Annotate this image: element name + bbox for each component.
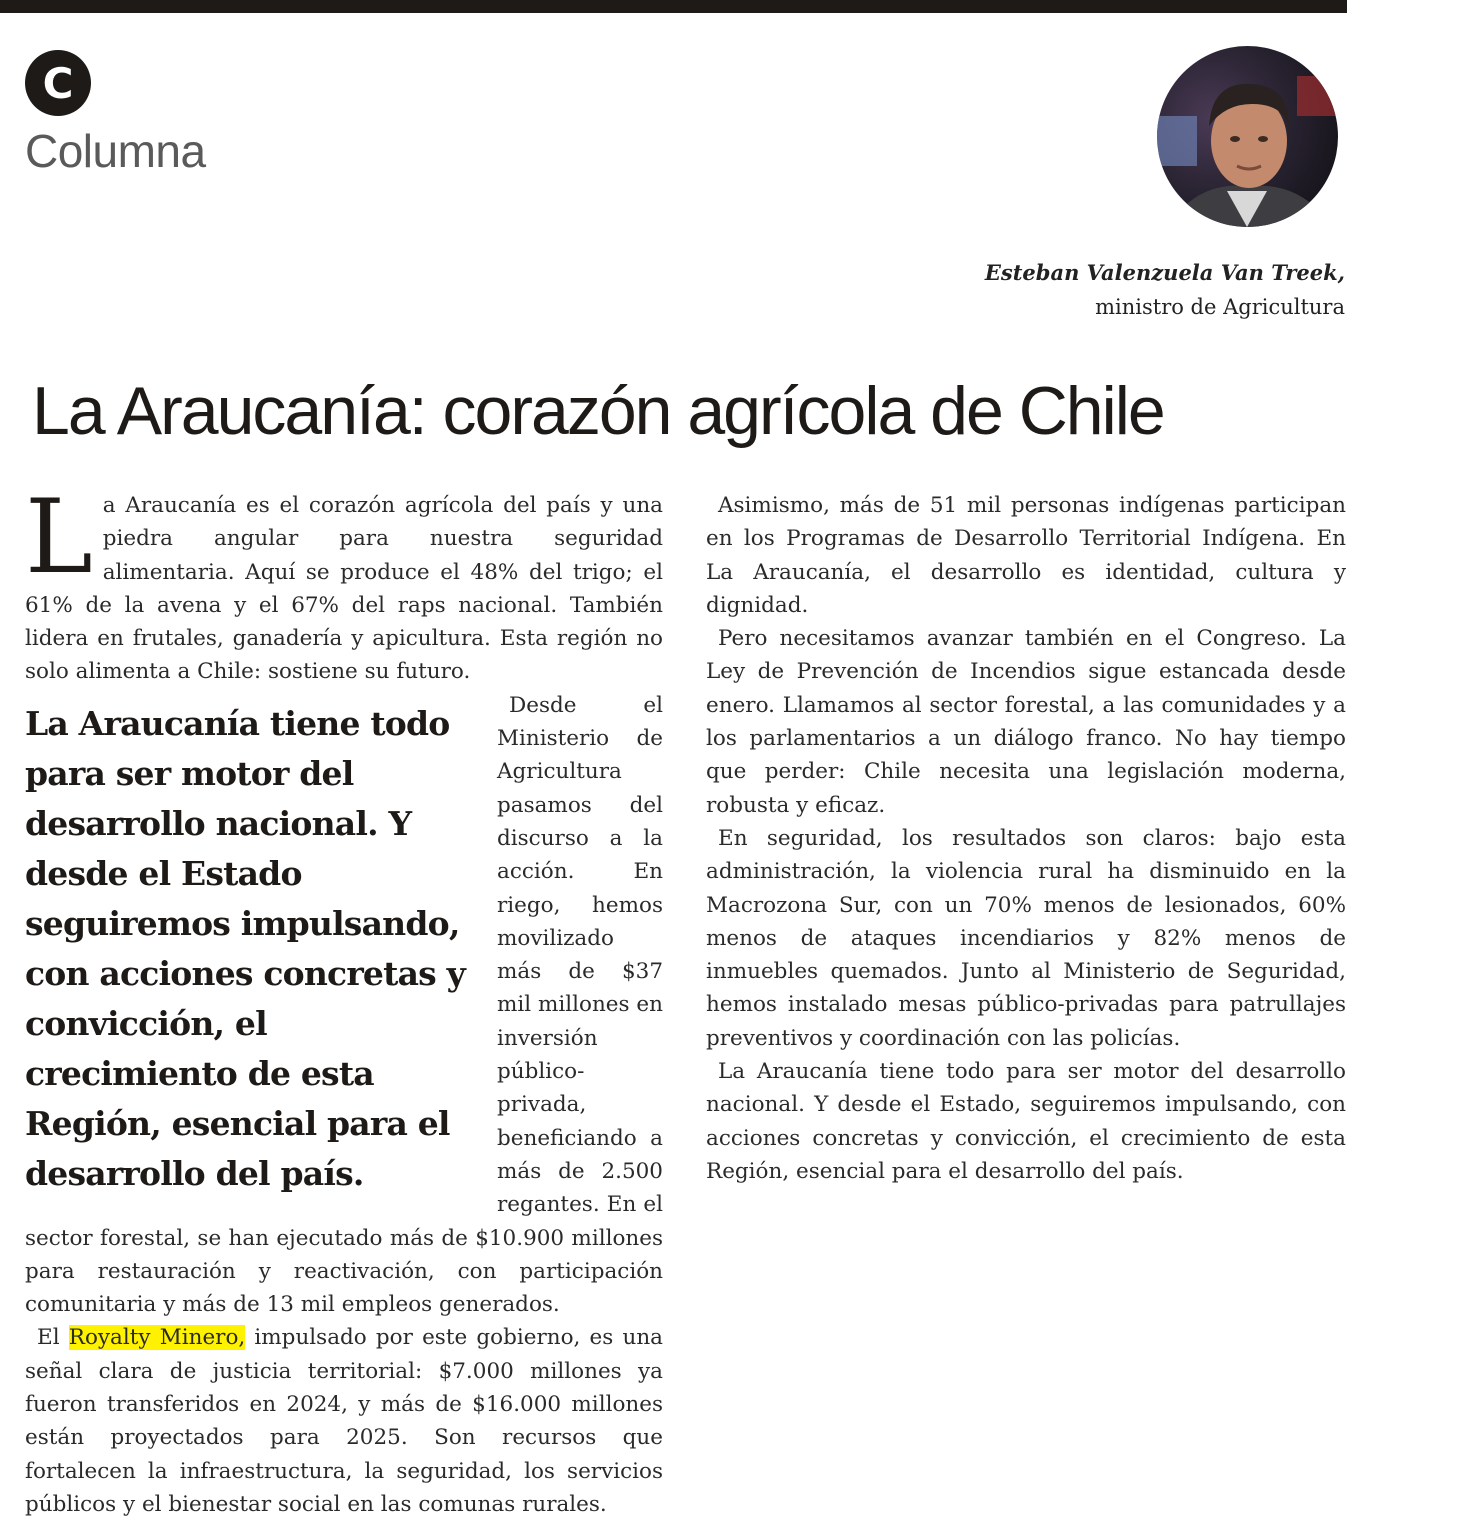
- author-name: Esteban Valenzuela Van Treek,: [984, 260, 1345, 285]
- column-badge-letter: C: [42, 58, 74, 108]
- article-column-right: [706, 489, 1346, 1188]
- author-byline: [985, 256, 1345, 324]
- paragraph-royalty-end: impulsado por este gobierno, es una señal clara de justicia territorial: $7.000 millones ya fueron transferidos en 2024, y más de $16.000 millones están proyectados para 2025. Son recursos que fortalecen la infraestructura, la seguridad, los servicios públicos y el bienestar social en las comunas rurales.: [25, 1325, 663, 1517]
- paragraph-intro: [25, 478, 663, 689]
- author-role: ministro de Agricultura: [1095, 295, 1345, 319]
- paragraph-indigenous: Asimismo, más de 51 mil personas indígenas participan en los Programas de Desarrollo Territorial Indígena. En La Araucanía, el desarrollo es identidad, cultura y dignidad.: [706, 493, 1346, 618]
- paragraph-congress: Pero necesitamos avanzar también en el Congreso. La Ley de Prevención de Incendios sigue estancada desde enero. Llamamos al sector forestal, a las comunidades y a los parlamentarios a un diálogo franco. No hay tiempo que perder: Chile necesita una legislación moderna, robusta y eficaz.: [706, 626, 1346, 818]
- paragraph-closing: La Araucanía tiene todo para ser motor del desarrollo nacional. Y desde el Estado, seguiremos impulsando, con acciones concretas y convicción, el crecimiento de esta Región, esencial para el desarrollo del país.: [706, 1059, 1346, 1184]
- section-label: Columna: [25, 125, 206, 177]
- paragraph-ministry: Desde el Ministerio de Agricultura pasamos del discurso a la acción. En riego, hemos movilizado más de $37 mil millones en inversión público-privada, beneficiando a más de 2.500 regantes. En el sector forestal, se han ejecutado más de $10.900 millones para restauración y reactivación, con participación comunitaria y más de 13 mil empleos generados.: [25, 692, 663, 1318]
- paragraph-security: En seguridad, los resultados son claros: bajo esta administración, la violencia rural ha disminuido en la Macrozona Sur, con un 70% menos de lesionados, 60% menos de ataques incendiarios y 82% menos de inmuebles quemados. Junto al Ministerio de Seguridad, hemos instalado mesas público-privadas para patrullajes preventivos y coordinación con las policías.: [706, 825, 1346, 1051]
- headline: La Araucanía: corazón agrícola de Chile: [32, 373, 1164, 449]
- drop-cap: L: [25, 478, 93, 597]
- column-badge-icon: [25, 50, 91, 116]
- pull-quote: La Araucanía tiene todo para ser motor del desarrollo nacional. Y desde el Estado seguiremos impulsando, con acciones concretas y convicción, el crecimiento de esta Región, esencial para el desarrollo del país.: [25, 703, 465, 1193]
- paragraph-royalty-start: El: [37, 1325, 69, 1351]
- author-photo: [1157, 46, 1338, 227]
- article-column-left: [25, 478, 663, 1521]
- highlighted-text: Royalty Minero,: [68, 1325, 246, 1351]
- top-rule: [0, 0, 1347, 13]
- paragraph-royalty: [25, 1321, 663, 1521]
- paragraph-intro-text: a Araucanía es el corazón agrícola del país y una piedra angular para nuestra seguridad alimentaria. Aquí se produce el 48% del trigo; el 61% de la avena y el 67% del raps nacional. También lidera en frutales, ganadería y apicultura. Esta región no solo alimenta a Chile: sostiene su futuro.: [25, 493, 663, 685]
- author-portrait-icon: [1157, 46, 1338, 227]
